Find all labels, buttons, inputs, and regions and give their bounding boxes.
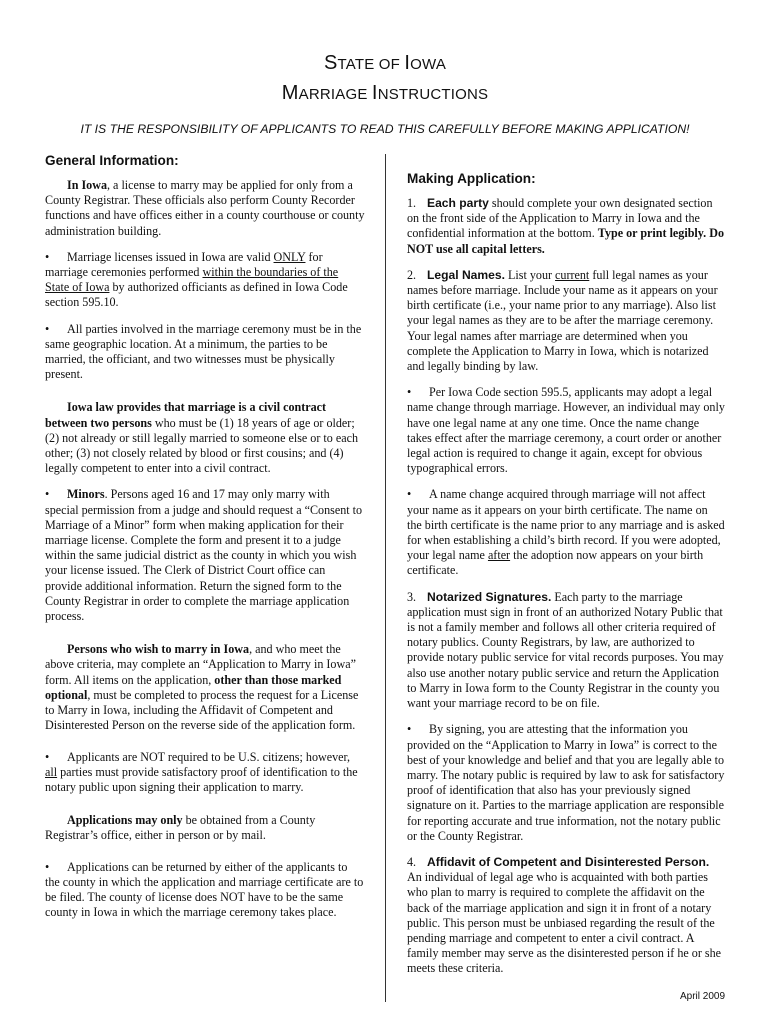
paragraph-persons-who-wish: Persons who wish to marry in Iowa, and who meet the above criteria, may complete an “Application to Marry in Iowa” form. All items on the application, other than those marked optional, must be completed to process the request for a License to Marry in Iowa, including the Affidavit of Competent and Disinterested Person on the reverse side of the application form. <box>45 642 359 733</box>
footer-date: April 2009 <box>680 991 726 1002</box>
general-information-column <box>45 152 365 931</box>
item-affidavit: 4. Affidavit of Competent and Disinterested Person. An individual of legal age who is acquainted with both parties who plan to marry is required to complete the affidavit on the back of the marriage application and sign it in front of a notary public. This person must be unbiased regarding the result of the pending marriage and competent to enter a civil contract. A family member may serve as the disinterested person if he or she meets these criteria. <box>407 854 722 976</box>
bullet-minors: • Minors. Persons aged 16 and 17 may only marry with special permission from a judge and should request a “Consent to Marriage of a Minor” form when making application for their marriage license. Complete the form and present it to a judge within the same judicial district as the county in which you wish your license issued. The Clerk of District Court office can provide additional information. Return the signed form to the County Registrar in order to complete the marriage application process. <box>45 487 365 624</box>
paragraph-in-iowa: In Iowa, a license to marry may be applied for only from a County Registrar. These officials also perform County Recorder functions and have offices either in a county courthouse or county administration building. <box>45 178 365 238</box>
bullet-birth-certificate: • A name change acquired through marriage will not affect your name as it appears on your birth certificate. The name on the birth certificate is the name prior to any marriage and is asked for when establishing a child’s birth record. If you were adopted, your legal name after the adoption now appears on your birth certificate. <box>407 487 725 578</box>
general-information-heading: General Information: <box>45 153 179 168</box>
bullet-name-change-code: • Per Iowa Code section 595.5, applicants may adopt a legal name change through marriage. However, an individual may only have one legal name at any one time. Once the name change takes effect after the marriage ceremony, a court order or another legal action is required to change it again, except for obvious typographical errors. <box>407 385 725 476</box>
bullet-applications-returned: • Applications can be returned by either of the applicants to the county in which the application and marriage certificate are to be filed. The county of license does NOT have to be the same county in Iowa in which the marriage ceremony takes place. <box>45 860 365 921</box>
making-application-heading: Making Application: <box>407 171 536 186</box>
paragraph-civil-contract: Iowa law provides that marriage is a civil contract between two persons who must be (1) 18 years of age or older; (2) not already or still legally married to someone else or to each other; (3) not closely related by blood or first cousins; and (4) legally competent to enter into a civil contract. <box>45 400 358 476</box>
item-legal-names: 2. Legal Names. List your current full legal names as your names before marriage. Include your name as it appears on your birth certificate (i.e., your name prior to any marriage). Also list your legal names as they are to be after the marriage ceremony. Your legal names after marriage are determined when you complete the Application to Marry in Iowa, which is notarized and legally binding by law. <box>407 267 718 374</box>
item-notarized-signatures: 3. Notarized Signatures. Each party to the marriage application must sign in front of an authorized Notary Public that is not a family member and follows all other criteria required of notary publics. County Registrars, by law, are authorized to provide notary public service for vital records purposes. You may also use another notary public service and return the Application to Marry in Iowa form to the County Registrar in the county you want your marriage record to be on file. <box>407 589 724 711</box>
subtitle-warning: IT IS THE RESPONSIBILITY OF APPLICANTS TO READ THIS CAREFULLY BEFORE MAKING APPLICATION! <box>80 122 690 136</box>
bullet-by-signing: • By signing, you are attesting that the information you provided on the “Application to Marry in Iowa” is correct to the best of your knowledge and belief and that you are legally able to marry. The notary public is required by law to ask for satisfactory proof of identification that also has your previously signed signature on it. Parties to the marriage application are responsible for reporting accurate and true information, not the notary public or the County Registrar. <box>407 722 725 844</box>
bullet-not-citizens: • Applicants are NOT required to be U.S. citizens; however, all parties must provide satisfactory proof of identification to the notary public upon signing their application to marry. <box>45 750 365 796</box>
paragraph-applications-obtained: Applications may only be obtained from a County Registrar’s office, either in person or by mail. <box>45 813 316 843</box>
title-line-1: STATE OF IOWA <box>323 52 447 74</box>
bullet-valid-only: • Marriage licenses issued in Iowa are valid ONLY for marriage ceremonies performed within the boundaries of the State of Iowa by authorized officiants as defined in Iowa Code section 595.10. <box>45 250 365 311</box>
bullet-same-location: • All parties involved in the marriage ceremony must be in the same geographic location. At a minimum, the parties to be married, the officiant, and two witnesses must be physically present. <box>45 322 365 383</box>
column-divider <box>385 154 386 1002</box>
title-line-2: MARRIAGE INSTRUCTIONS <box>281 82 489 104</box>
making-application-column <box>407 170 725 988</box>
item-each-party: 1. Each party should complete your own designated section on the front side of the Application to Marry in Iowa and the confidential information at the bottom. Type or print legibly. Do NOT use all capital letters. <box>407 196 724 256</box>
